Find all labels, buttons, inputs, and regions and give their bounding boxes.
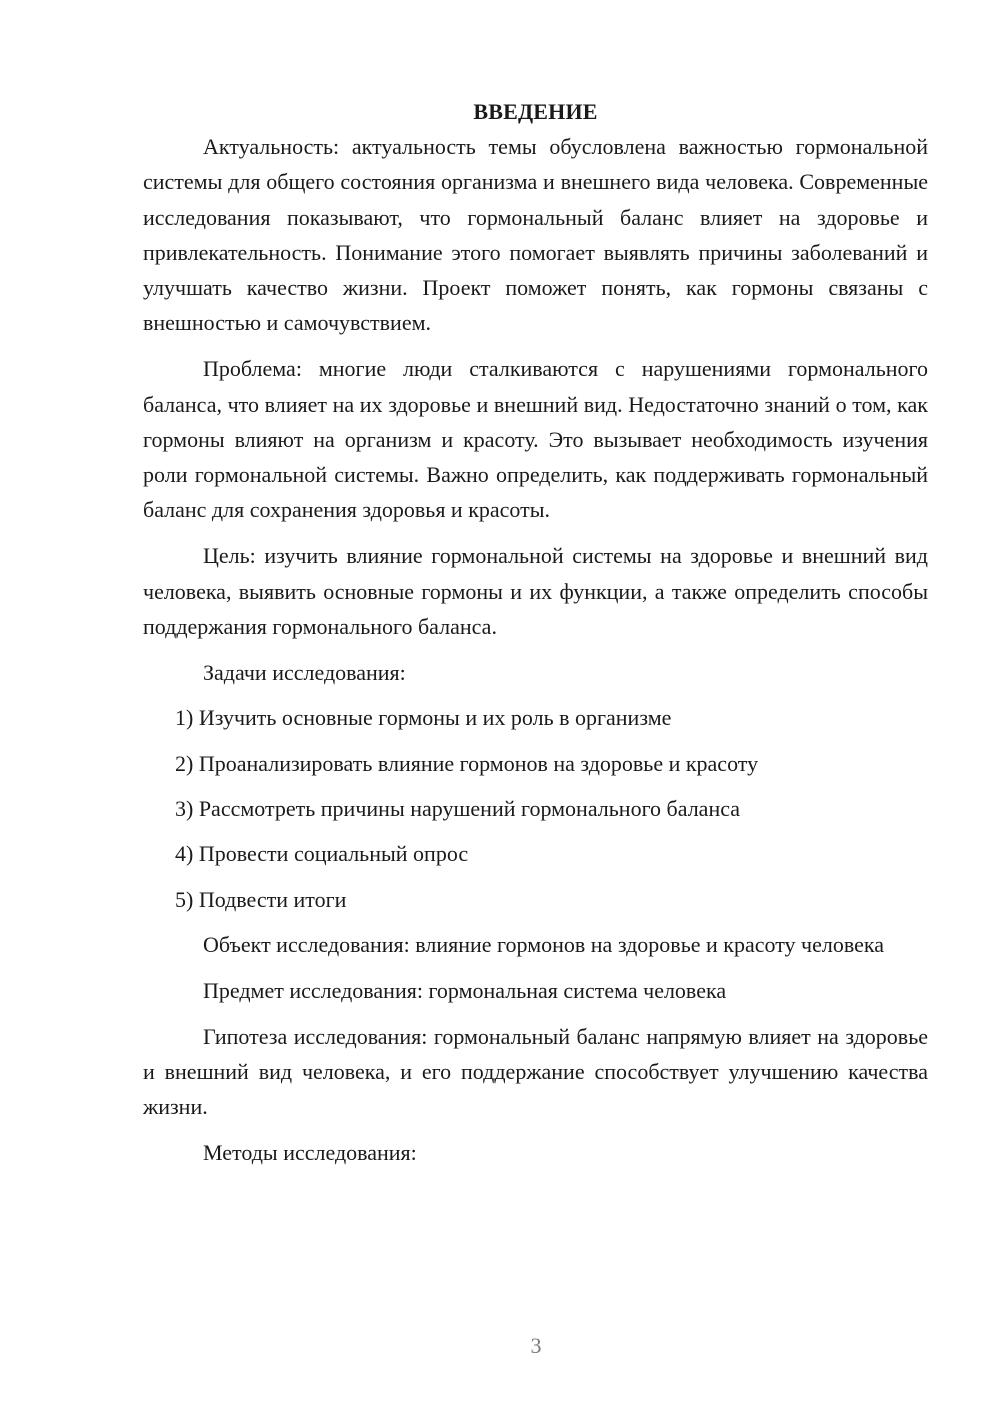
page-number: 3 bbox=[530, 1333, 542, 1358]
list-item: 2) Проанализировать влияние гормонов на здоровье и красоту bbox=[175, 750, 759, 776]
list-item: 1) Изучить основные гормоны и их роль в организме bbox=[175, 705, 672, 731]
list-item: 4) Провести социальный опрос bbox=[175, 841, 469, 867]
paragraph-goal: Цель: изучить влияние гормональной системы на здоровье и внешний вид человека, выявить основные гормоны и их функции, а также определить способы поддержания гормонального баланса. bbox=[143, 543, 928, 639]
list-item: 5) Подвести итоги bbox=[175, 886, 347, 912]
tasks-list bbox=[143, 700, 928, 916]
paragraph-object: Объект исследования: влияние гормонов на здоровье и красоту человека bbox=[203, 931, 884, 957]
tasks-heading: Задачи исследования: bbox=[203, 659, 406, 685]
paragraph-relevance: Актуальность: актуальность темы обусловлена важностью гормональной системы для общего состояния организма и внешнего вида человека. Современные исследования показывают, что гормональный баланс влияет на здоровье и привлекательность. Понимание этого помогает выявлять причины заболеваний и улучшать качество жизни. Проект поможет понять, как гормоны связаны с внешностью и самочувствием. bbox=[143, 134, 928, 336]
list-item: 3) Рассмотреть причины нарушений гормонального баланса bbox=[175, 796, 741, 822]
paragraph-hypothesis: Гипотеза исследования: гормональный баланс напрямую влияет на здоровье и внешний вид человека, и его поддержание способствует улучшению качества жизни. bbox=[143, 1023, 928, 1120]
document-page bbox=[143, 94, 928, 1181]
page-title: ВВЕДЕНИЕ bbox=[473, 99, 598, 124]
paragraph-problem: Проблема: многие люди сталкиваются с нарушениями гормонального баланса, что влияет на их здоровье и внешний вид. Недостаточно знаний о том, как гормоны влияют на организм и красоту. Это вызывает необходимость изучения роли гормональной системы. Важно определить, как поддерживать гормональный баланс для сохранения здоровья и красоты. bbox=[143, 356, 928, 523]
methods-heading: Методы исследования: bbox=[203, 1139, 417, 1165]
paragraph-subject: Предмет исследования: гормональная система человека bbox=[203, 977, 727, 1003]
